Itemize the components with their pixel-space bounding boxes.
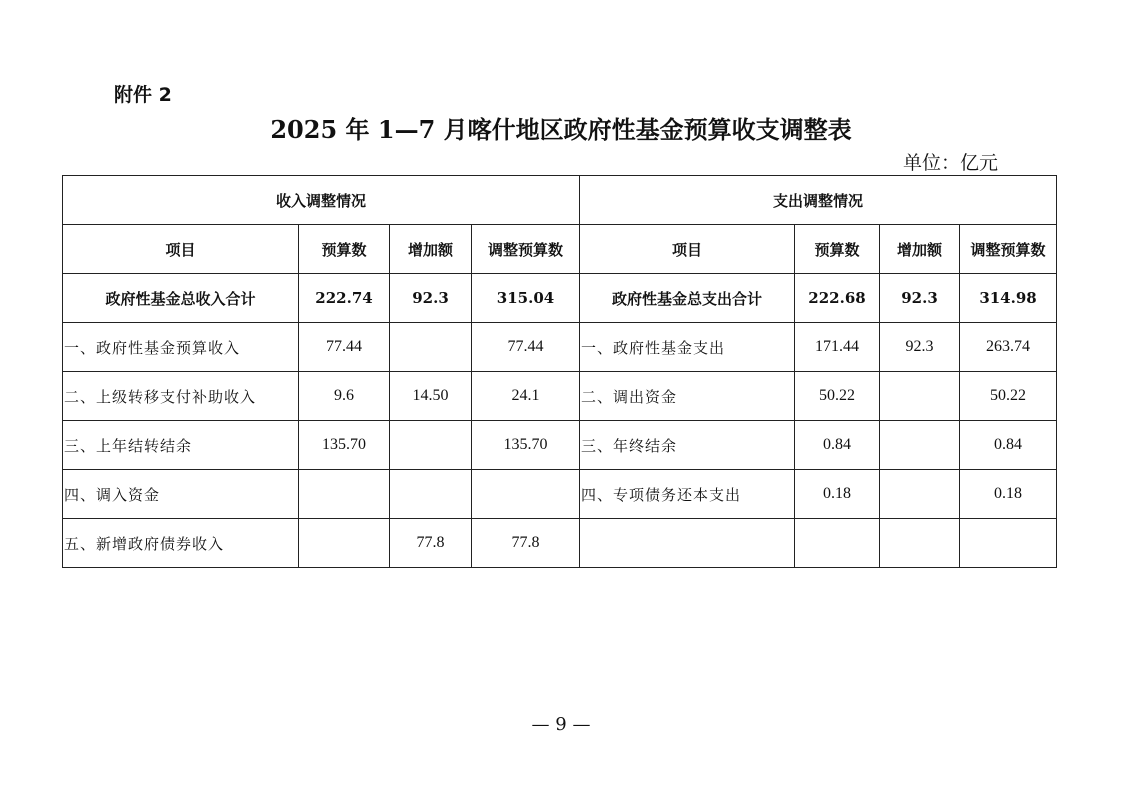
expense-increase-value bbox=[880, 372, 960, 421]
income-increase-value bbox=[390, 470, 472, 519]
expense-adjusted-value: 0.18 bbox=[960, 470, 1057, 519]
expense-total-increase: 92.3 bbox=[880, 274, 960, 323]
income-adjusted-value: 77.44 bbox=[472, 323, 580, 372]
income-increase-value: 14.50 bbox=[390, 372, 472, 421]
income-budget-value bbox=[299, 470, 390, 519]
income-adjusted-value bbox=[472, 470, 580, 519]
income-total-adjusted: 315.04 bbox=[472, 274, 580, 323]
expense-increase-value bbox=[880, 421, 960, 470]
document-title: 2025 年 1—7 月喀什地区政府性基金预算收支调整表 bbox=[270, 115, 852, 144]
income-adjusted-value: 135.70 bbox=[472, 421, 580, 470]
table-row bbox=[63, 323, 1057, 372]
expense-adjusted-header: 调整预算数 bbox=[960, 225, 1057, 274]
expense-adjusted-value: 263.74 bbox=[960, 323, 1057, 372]
income-item-label: 三、上年结转结余 bbox=[63, 421, 299, 470]
expense-increase-value bbox=[880, 470, 960, 519]
expense-item-label: 一、政府性基金支出 bbox=[580, 323, 795, 372]
expense-section-header: 支出调整情况 bbox=[580, 176, 1057, 225]
income-budget-value bbox=[299, 519, 390, 568]
table-row bbox=[63, 470, 1057, 519]
table-row bbox=[63, 372, 1057, 421]
income-increase-header: 增加额 bbox=[390, 225, 472, 274]
income-budget-value: 9.6 bbox=[299, 372, 390, 421]
expense-item-label: 四、专项债务还本支出 bbox=[580, 470, 795, 519]
column-header-row bbox=[63, 225, 1057, 274]
expense-budget-value: 0.84 bbox=[795, 421, 880, 470]
income-section-header: 收入调整情况 bbox=[63, 176, 580, 225]
expense-budget-value: 171.44 bbox=[795, 323, 880, 372]
expense-increase-value bbox=[880, 519, 960, 568]
expense-total-adjusted: 314.98 bbox=[960, 274, 1057, 323]
section-header-row bbox=[63, 176, 1057, 225]
income-total-increase: 92.3 bbox=[390, 274, 472, 323]
income-total-budget: 222.74 bbox=[299, 274, 390, 323]
income-adjusted-value: 77.8 bbox=[472, 519, 580, 568]
expense-increase-header: 增加额 bbox=[880, 225, 960, 274]
income-budget-header: 预算数 bbox=[299, 225, 390, 274]
expense-budget-header: 预算数 bbox=[795, 225, 880, 274]
income-item-label: 四、调入资金 bbox=[63, 470, 299, 519]
income-item-header: 项目 bbox=[63, 225, 299, 274]
page-number: — 9 — bbox=[531, 714, 591, 735]
total-row bbox=[63, 274, 1057, 323]
income-budget-value: 135.70 bbox=[299, 421, 390, 470]
income-adjusted-header: 调整预算数 bbox=[472, 225, 580, 274]
income-item-label: 一、政府性基金预算收入 bbox=[63, 323, 299, 372]
expense-adjusted-value: 0.84 bbox=[960, 421, 1057, 470]
expense-item-label: 三、年终结余 bbox=[580, 421, 795, 470]
attachment-label: 附件 2 bbox=[114, 84, 172, 106]
income-adjusted-value: 24.1 bbox=[472, 372, 580, 421]
income-total-label: 政府性基金总收入合计 bbox=[63, 274, 299, 323]
table-row bbox=[63, 519, 1057, 568]
expense-budget-value: 50.22 bbox=[795, 372, 880, 421]
table-row bbox=[63, 421, 1057, 470]
income-item-label: 二、上级转移支付补助收入 bbox=[63, 372, 299, 421]
budget-adjustment-table bbox=[62, 175, 1057, 568]
expense-item-label bbox=[580, 519, 795, 568]
expense-budget-value bbox=[795, 519, 880, 568]
income-increase-value bbox=[390, 323, 472, 372]
expense-adjusted-value bbox=[960, 519, 1057, 568]
expense-increase-value: 92.3 bbox=[880, 323, 960, 372]
income-budget-value: 77.44 bbox=[299, 323, 390, 372]
unit-label: 单位：亿元 bbox=[903, 152, 999, 174]
table-body bbox=[63, 176, 1057, 568]
expense-adjusted-value: 50.22 bbox=[960, 372, 1057, 421]
expense-item-header: 项目 bbox=[580, 225, 795, 274]
expense-total-budget: 222.68 bbox=[795, 274, 880, 323]
income-increase-value bbox=[390, 421, 472, 470]
expense-item-label: 二、调出资金 bbox=[580, 372, 795, 421]
income-item-label: 五、新增政府债券收入 bbox=[63, 519, 299, 568]
income-increase-value: 77.8 bbox=[390, 519, 472, 568]
expense-budget-value: 0.18 bbox=[795, 470, 880, 519]
expense-total-label: 政府性基金总支出合计 bbox=[580, 274, 795, 323]
